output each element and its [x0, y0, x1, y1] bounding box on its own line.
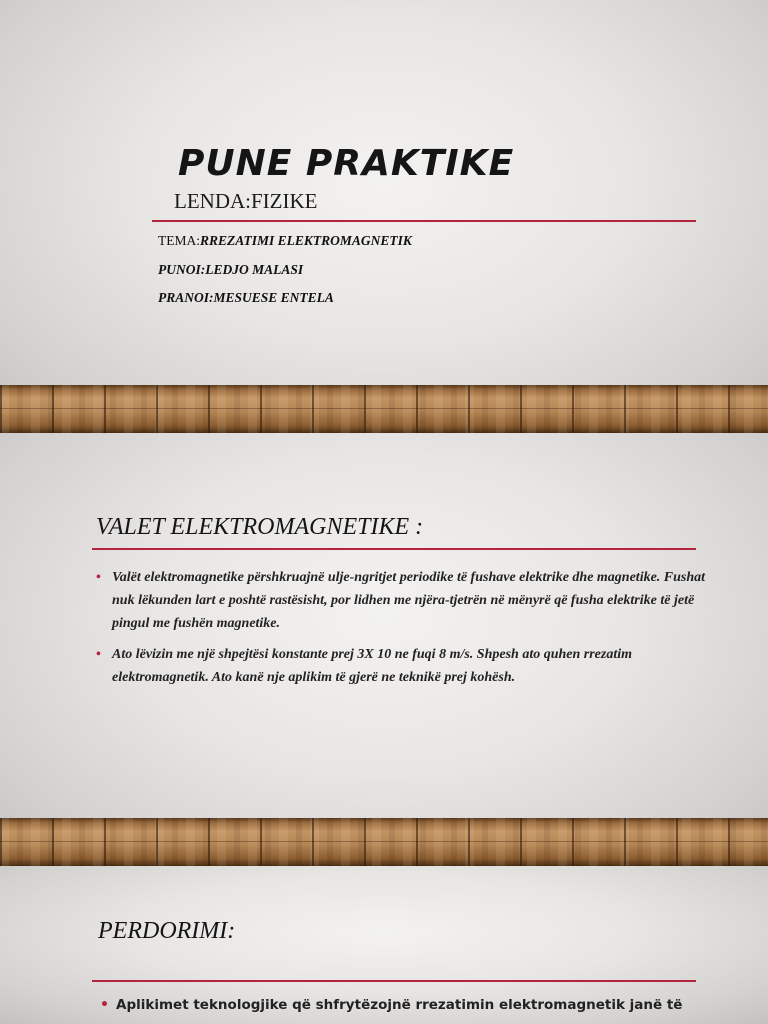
- teacher-line: PRANOI:MESUESE ENTELA: [158, 290, 334, 305]
- list-item: [96, 566, 706, 635]
- usage-divider: [92, 980, 696, 982]
- list-item: [100, 994, 740, 1016]
- bullet-text: Valët elektromagnetike përshkruajnë ulje-ngritjet periodike të fushave elektrike dhe magnetike. Fushat nuk lëkunden lart e poshtë rastësisht, por lidhen me njëra-tjetrën në mënyrë që fusha elektrike të jetë pingul me fushën magnetike.: [112, 570, 706, 631]
- usage-heading: PERDORIMI:: [98, 918, 236, 944]
- topic-label: TEMA:: [158, 233, 200, 248]
- author-line: PUNOI:LEDJO MALASI: [158, 262, 304, 277]
- waves-bullet-list: [96, 566, 706, 697]
- bullet-icon: •: [96, 570, 101, 585]
- bullet-text: Ato lëvizin me një shpejtësi konstante prej 3X 10 ne fuqi 8 m/s. Shpesh ato quhen rrezatim elektromagnetik. Ato kanë nje aplikim të gjerë ne teknikë prej kohësh.: [112, 647, 633, 685]
- topic-value: RREZATIMI ELEKTROMAGNETIK: [200, 233, 412, 248]
- waves-divider: [92, 548, 696, 550]
- wood-floor: [0, 385, 768, 433]
- slide-usage: [0, 866, 768, 1024]
- slide-waves: [0, 433, 768, 866]
- topic-line: [158, 233, 412, 249]
- list-item: [96, 643, 706, 689]
- bullet-icon: •: [96, 647, 101, 662]
- slide-title: [0, 0, 768, 433]
- slide-title-heading: PUNE PRAKTIKE: [178, 143, 515, 184]
- wood-floor: [0, 818, 768, 866]
- bullet-text: Aplikimet teknologjike që shfrytëzojnë rrezatimin elektromagnetik janë të: [116, 997, 683, 1013]
- waves-heading: VALET ELEKTROMAGNETIKE :: [96, 514, 424, 540]
- bullet-icon: •: [100, 997, 109, 1013]
- title-divider: [152, 220, 696, 222]
- usage-bullet-list: [100, 994, 740, 1016]
- slide-subtitle: LENDA:FIZIKE: [174, 189, 318, 213]
